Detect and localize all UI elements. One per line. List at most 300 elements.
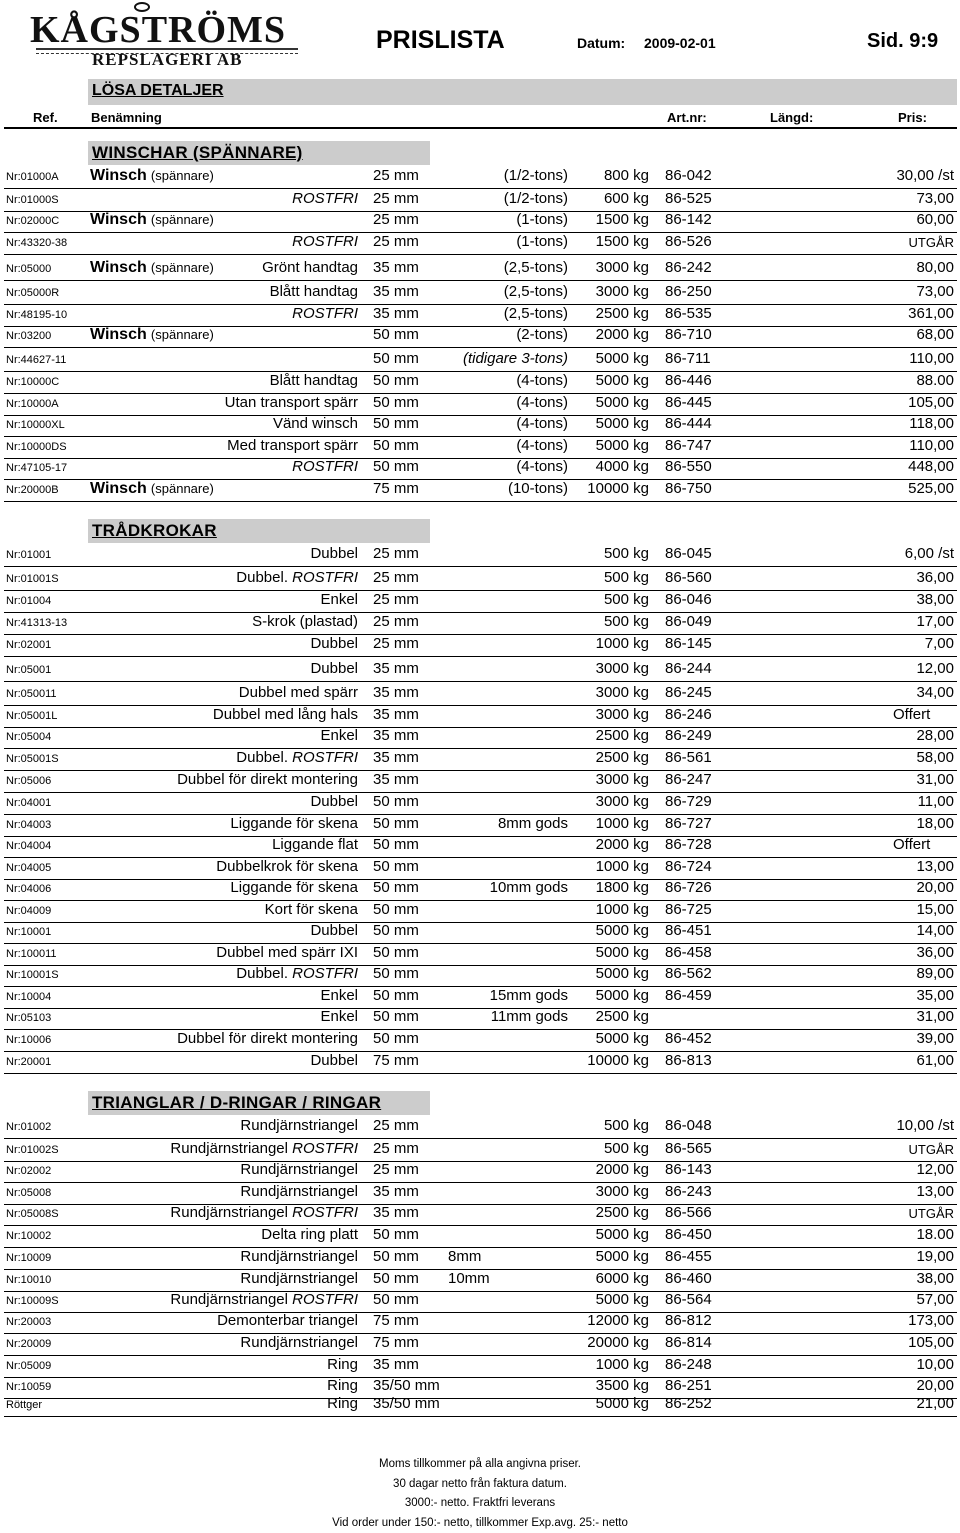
row-size: 75 mm: [373, 1334, 419, 1351]
row-art: 86-242: [665, 259, 712, 276]
row-spec-text: Grönt handtag: [262, 259, 358, 276]
row-divider: [4, 566, 957, 567]
row-spec: [177, 1030, 358, 1047]
row-price: 12,00: [916, 660, 954, 677]
row-ref: Nr:04001: [6, 797, 52, 809]
row-price: 19,00: [916, 1248, 954, 1265]
row-spec-text: Ring: [327, 1395, 358, 1412]
row-size: 50 mm: [373, 458, 419, 475]
row-size: 25 mm: [373, 211, 419, 228]
row-art: 86-550: [665, 458, 712, 475]
row-ref: Nr:10000A: [6, 398, 59, 410]
row-load: 1500 kg: [595, 211, 649, 228]
row-size: 50 mm: [373, 1270, 419, 1287]
row-tons: 8mm gods: [497, 815, 568, 832]
row-load: 500 kg: [603, 545, 649, 562]
row-spec: [273, 415, 358, 432]
row-tons: (1/2-tons): [503, 167, 568, 184]
table-row: [0, 635, 960, 655]
table-row: [0, 350, 960, 370]
table-row: [0, 660, 960, 680]
document-title: PRISLISTA: [376, 26, 505, 54]
row-spec-text: Enkel: [320, 727, 358, 744]
row-tons: (1/2-tons): [503, 190, 568, 207]
row-size: 50 mm: [373, 1248, 419, 1265]
row-size: 50 mm: [373, 836, 419, 853]
row-spec: [230, 879, 358, 896]
row-price: 31,00: [916, 1008, 954, 1025]
row-size: 50 mm: [373, 1291, 419, 1308]
row-name-sub: (spännare): [150, 327, 214, 342]
table-row: [0, 480, 960, 500]
row-spec-text: Rundjärnstriangel: [240, 1183, 358, 1200]
row-price: 10,00 /st: [896, 1117, 954, 1134]
row-spec: [227, 437, 358, 454]
table-row: [0, 190, 960, 210]
date-label: Datum:: [577, 35, 626, 51]
row-art: 86-143: [665, 1161, 712, 1178]
row-ref: Nr:10001: [6, 926, 52, 938]
row-ref: Nr:10006: [6, 1034, 52, 1046]
row-spec-text: Dubbel.: [236, 569, 288, 586]
row-name-sub: (spännare): [150, 260, 214, 275]
row-price: 31,00: [916, 771, 954, 788]
row-spec-text: Dubbel med spärr IXI: [216, 944, 358, 961]
row-price: 13,00: [916, 858, 954, 875]
row-load: 500 kg: [603, 1140, 649, 1157]
row-spec: [270, 372, 358, 389]
row-spec: [272, 836, 358, 853]
row-art: 86-535: [665, 305, 712, 322]
row-size: 50 mm: [373, 965, 419, 982]
row-spec-text: Ring: [327, 1356, 358, 1373]
row-art: 86-455: [665, 1248, 712, 1265]
row-spec-italic: ROSTFRI: [292, 1291, 358, 1308]
row-spec: [310, 635, 358, 652]
row-ref: Nr:01004: [6, 595, 52, 607]
row-price: 18.00: [916, 1226, 954, 1243]
row-load: 1500 kg: [595, 233, 649, 250]
row-ref: Nr:10000C: [6, 376, 60, 388]
row-load: 20000 kg: [587, 1334, 649, 1351]
table-row: [0, 771, 960, 791]
row-name-main: Winsch: [90, 259, 147, 276]
row-price: Offert: [893, 836, 931, 853]
table-row: [0, 545, 960, 565]
row-divider: [4, 188, 957, 189]
row-price: 448,00: [908, 458, 954, 475]
table-row: [0, 1183, 960, 1203]
row-size: 50 mm: [373, 944, 419, 961]
row-art: 86-727: [665, 815, 712, 832]
row-name-main: Winsch: [90, 167, 147, 184]
row-tons: 15mm gods: [489, 987, 568, 1004]
row-price: 38,00: [916, 1270, 954, 1287]
row-spec: [236, 965, 358, 982]
row-name-main: Winsch: [90, 211, 147, 228]
row-size: 35 mm: [373, 1204, 419, 1221]
row-divider: [4, 1416, 957, 1417]
row-spec: [310, 793, 358, 810]
row-spec: [292, 458, 358, 475]
row-spec: [239, 684, 358, 701]
table-row: [0, 901, 960, 921]
row-load: 10000 kg: [587, 1052, 649, 1069]
date-value: 2009-02-01: [644, 35, 716, 51]
row-tons: (2,5-tons): [503, 305, 568, 322]
row-spec-text: Rundjärnstriangel: [170, 1291, 288, 1308]
row-spec-text: Liggande flat: [272, 836, 358, 853]
row-spec-italic: ROSTFRI: [292, 569, 358, 586]
row-tons: (1-tons): [516, 233, 568, 250]
column-art: Art.nr:: [667, 110, 707, 125]
row-ref: Nr:05000R: [6, 287, 60, 299]
row-spec-text: Enkel: [320, 1008, 358, 1025]
row-spec: [230, 815, 358, 832]
row-load: 5000 kg: [595, 437, 649, 454]
row-ref: Nr:01000S: [6, 194, 59, 206]
table-row: [0, 965, 960, 985]
row-size: 35 mm: [373, 259, 419, 276]
row-load: 5000 kg: [595, 350, 649, 367]
row-load: 1000 kg: [595, 901, 649, 918]
row-load: 6000 kg: [595, 1270, 649, 1287]
row-ref: Nr:43320-38: [6, 237, 68, 249]
row-ref: Nr:44627-11: [6, 354, 67, 366]
row-art: 86-725: [665, 901, 712, 918]
row-price: 361,00: [908, 305, 954, 322]
row-spec: [292, 190, 358, 207]
row-price: 68,00: [916, 326, 954, 343]
row-ref: Nr:05001: [6, 664, 52, 676]
row-load: 2500 kg: [595, 749, 649, 766]
footer-line: Moms tillkommer på alla angivna priser.: [379, 1458, 581, 1470]
row-art: 86-814: [665, 1334, 712, 1351]
row-size: 75 mm: [373, 1312, 419, 1329]
row-art: 86-045: [665, 545, 712, 562]
row-spec-text: Enkel: [320, 591, 358, 608]
row-ref: Nr:100011: [6, 948, 57, 960]
row-art: 86-248: [665, 1356, 712, 1373]
row-spec-text: Dubbel: [310, 922, 358, 939]
row-spec: [327, 1395, 358, 1412]
row-price: 7,00: [924, 635, 954, 652]
row-spec-text: Blått handtag: [269, 283, 358, 300]
row-name-sub: (spännare): [150, 212, 214, 227]
row-spec: [320, 1008, 358, 1025]
row-spec: [310, 545, 358, 562]
row-price: UTGÅR: [908, 1142, 954, 1157]
row-art: 86-246: [665, 706, 712, 723]
row-price: 20,00: [916, 879, 954, 896]
row-spec-text: Delta ring platt: [261, 1226, 358, 1243]
row-spec: [327, 1356, 358, 1373]
row-load: 1000 kg: [595, 815, 649, 832]
row-price: 105,00: [908, 1334, 954, 1351]
row-ref: Nr:05006: [6, 775, 52, 787]
row-art: 86-562: [665, 965, 712, 982]
row-load: 500 kg: [603, 1117, 649, 1134]
row-spec: [177, 771, 358, 788]
row-ref: Nr:05008S: [6, 1208, 59, 1220]
table-row: [0, 1356, 960, 1376]
row-spec: [320, 987, 358, 1004]
row-name: [90, 326, 214, 344]
row-spec-text: Kort för skena: [264, 901, 358, 918]
row-art: 86-747: [665, 437, 712, 454]
row-art: 86-726: [665, 879, 712, 896]
table-row: [0, 1270, 960, 1290]
row-tons: (2-tons): [516, 326, 568, 343]
row-art: 86-525: [665, 190, 712, 207]
row-tons: (4-tons): [516, 458, 568, 475]
table-row: [0, 1008, 960, 1028]
table-row: [0, 415, 960, 435]
row-price: 58,00: [916, 749, 954, 766]
row-art: 86-711: [665, 350, 711, 367]
row-spec: [225, 394, 358, 411]
row-spec: [216, 858, 358, 875]
row-spec-text: Dubbel för direkt montering: [177, 771, 358, 788]
row-size: 50 mm: [373, 1226, 419, 1243]
row-size: 50 mm: [373, 858, 419, 875]
row-spec: [270, 283, 358, 300]
row-spec: [261, 1226, 358, 1243]
row-spec: [170, 1140, 358, 1157]
row-price: 15,00: [916, 901, 954, 918]
row-load: 5000 kg: [595, 394, 649, 411]
row-spec: [310, 1052, 358, 1069]
row-load: 1000 kg: [595, 858, 649, 875]
row-art: 86-724: [665, 858, 712, 875]
row-load: 3000 kg: [595, 283, 649, 300]
row-price: 89,00: [916, 965, 954, 982]
row-tons: (10-tons): [507, 480, 568, 497]
row-ref: Nr:20003: [6, 1316, 52, 1328]
row-size: 25 mm: [373, 635, 419, 652]
row-art: 86-245: [665, 684, 712, 701]
row-size: 50 mm: [373, 326, 419, 343]
row-price: 11,00: [917, 793, 954, 810]
table-row: [0, 922, 960, 942]
row-ref: Nr:10000DS: [6, 441, 67, 453]
table-row: [0, 1377, 960, 1397]
row-size: 50 mm: [373, 372, 419, 389]
row-art: 86-444: [665, 415, 712, 432]
row-art: 86-750: [665, 480, 712, 497]
row-size: 75 mm: [373, 1052, 419, 1069]
row-load: 500 kg: [603, 569, 649, 586]
row-art: 86-251: [665, 1377, 712, 1394]
table-row: [0, 437, 960, 457]
row-spec: [240, 1117, 358, 1134]
row-divider: [4, 501, 957, 502]
row-ref: Nr:01001S: [6, 573, 59, 585]
row-load: 12000 kg: [587, 1312, 649, 1329]
table-row: [0, 305, 960, 325]
row-load: 5000 kg: [595, 987, 649, 1004]
row-size: 50 mm: [373, 879, 419, 896]
row-size: 35 mm: [373, 684, 419, 701]
row-art: 86-243: [665, 1183, 712, 1200]
table-row: [0, 1140, 960, 1160]
row-spec-text: Rundjärnstriangel: [170, 1140, 288, 1157]
row-ref: Nr:02001: [6, 639, 52, 651]
row-art: 86-458: [665, 944, 712, 961]
row-art: 86-244: [665, 660, 712, 677]
page-number: Sid. 9:9: [867, 30, 939, 52]
row-price: 60,00: [916, 211, 954, 228]
row-size: 35 mm: [373, 1183, 419, 1200]
row-load: 5000 kg: [595, 944, 649, 961]
row-load: 2000 kg: [595, 1161, 649, 1178]
row-spec-text: Rundjärnstriangel: [240, 1270, 358, 1287]
row-spec: [217, 1312, 358, 1329]
row-size: 50 mm: [373, 415, 419, 432]
row-tons: (4-tons): [516, 372, 568, 389]
row-size: 25 mm: [373, 569, 419, 586]
row-load: 5000 kg: [595, 1395, 649, 1412]
row-load: 3000 kg: [595, 793, 649, 810]
row-load: 1000 kg: [595, 635, 649, 652]
row-spec: [216, 944, 358, 961]
row-ref: Nr:47105-17: [6, 462, 68, 474]
row-size: 35 mm: [373, 660, 419, 677]
row-load: 5000 kg: [595, 1248, 649, 1265]
table-row: [0, 987, 960, 1007]
row-tons: 10mm gods: [489, 879, 568, 896]
logo-wordmark: KÅGSTRÖMS: [30, 9, 287, 51]
row-ref: Nr:20009: [6, 1338, 52, 1350]
row-size: 35 mm: [373, 1356, 419, 1373]
row-size: 50 mm: [373, 350, 419, 367]
row-price: 14,00: [916, 922, 954, 939]
row-spec-text: ROSTFRI: [292, 233, 358, 250]
section-title: TRIANGLAR / D-RINGAR / RINGAR: [92, 1093, 382, 1112]
row-ref: Nr:05001L: [6, 710, 58, 722]
row-spec-text: S-krok (plastad): [252, 613, 358, 630]
row-size: 25 mm: [373, 1161, 419, 1178]
row-spec: [265, 901, 358, 918]
table-row: [0, 372, 960, 392]
row-price: 10,00: [916, 1356, 954, 1373]
row-price: 12,00: [916, 1161, 954, 1178]
table-row: [0, 727, 960, 747]
row-tons: (4-tons): [516, 437, 568, 454]
row-ref: Nr:050011: [6, 688, 57, 700]
table-row: [0, 793, 960, 813]
table-row: [0, 569, 960, 589]
row-load: 2000 kg: [595, 836, 649, 853]
row-ref: Nr:05000: [6, 263, 52, 275]
row-ref: Nr:10004: [6, 991, 52, 1003]
logo-subtitle: REPSLAGERI AB: [92, 50, 243, 69]
row-load: 500 kg: [603, 591, 649, 608]
column-name: Benämning: [91, 110, 162, 125]
row-spec-text: Dubbel med spärr: [238, 684, 358, 701]
row-load: 2500 kg: [595, 727, 649, 744]
row-spec-text: Med transport spärr: [227, 437, 358, 454]
row-spec: [320, 591, 358, 608]
row-ref: Nr:05008: [6, 1187, 52, 1199]
row-name-main: Winsch: [90, 326, 147, 343]
row-spec-text: Enkel: [320, 987, 358, 1004]
row-spec: [252, 613, 358, 630]
table-row: [0, 1291, 960, 1311]
row-size: 35 mm: [373, 283, 419, 300]
row-size: 50 mm: [373, 815, 419, 832]
table-row: [0, 944, 960, 964]
row-spec: [292, 305, 358, 322]
row-spec-italic: ROSTFRI: [292, 749, 358, 766]
row-name-sub: (spännare): [150, 481, 214, 496]
row-ref: Nr:10009: [6, 1252, 52, 1264]
row-spec: [170, 1204, 358, 1221]
row-spec-text: Blått handtag: [269, 372, 358, 389]
row-spec-text: Dubbel: [310, 545, 358, 562]
row-art: 86-710: [665, 326, 712, 343]
table-row: [0, 211, 960, 231]
row-spec-text: Dubbel med lång hals: [212, 706, 358, 723]
row-load: 3000 kg: [595, 660, 649, 677]
row-size: 35/50 mm: [373, 1377, 440, 1394]
row-ref: Nr:41313-13: [6, 617, 68, 629]
row-art: 86-812: [665, 1312, 712, 1329]
table-row: [0, 1248, 960, 1268]
row-price: 6,00 /st: [904, 545, 954, 562]
row-ref: Nr:04005: [6, 862, 52, 874]
row-load: 4000 kg: [595, 458, 649, 475]
row-load: 1000 kg: [595, 1356, 649, 1373]
header-rule: [4, 127, 957, 129]
row-art: 86-813: [665, 1052, 712, 1069]
row-size: 50 mm: [373, 793, 419, 810]
row-price: 18,00: [916, 815, 954, 832]
row-price: 80,00: [916, 259, 954, 276]
row-price: 13,00: [916, 1183, 954, 1200]
row-size: 25 mm: [373, 545, 419, 562]
row-size: 50 mm: [373, 437, 419, 454]
row-size: 35 mm: [373, 706, 419, 723]
row-ref: Nr:01002: [6, 1121, 52, 1133]
row-size: 50 mm: [373, 394, 419, 411]
row-load: 5000 kg: [595, 1226, 649, 1243]
row-divider: [4, 254, 957, 255]
row-ref: Nr:01002S: [6, 1144, 59, 1156]
row-price: 34,00: [916, 684, 954, 701]
row-size: 75 mm: [373, 480, 419, 497]
row-price: UTGÅR: [908, 1206, 954, 1221]
row-load: 5000 kg: [595, 1291, 649, 1308]
row-spec: [292, 233, 358, 250]
row-size: 50 mm: [373, 1030, 419, 1047]
row-price: 173,00: [908, 1312, 954, 1329]
row-price: 525,00: [908, 480, 954, 497]
row-spec-text: Rundjärnstriangel: [240, 1161, 358, 1178]
row-load: 3000 kg: [595, 1183, 649, 1200]
row-spec-text: Dubbel.: [236, 965, 288, 982]
row-divider: [4, 1138, 957, 1139]
row-load: 5000 kg: [595, 415, 649, 432]
table-row: [0, 283, 960, 303]
row-price: 36,00: [916, 569, 954, 586]
row-ref: Nr:20001: [6, 1056, 52, 1068]
row-size: 50 mm: [373, 1008, 419, 1025]
section-title: WINSCHAR (SPÄNNARE): [92, 143, 303, 162]
row-name: [90, 167, 214, 185]
row-price: 88.00: [916, 372, 954, 389]
table-row: [0, 233, 960, 253]
